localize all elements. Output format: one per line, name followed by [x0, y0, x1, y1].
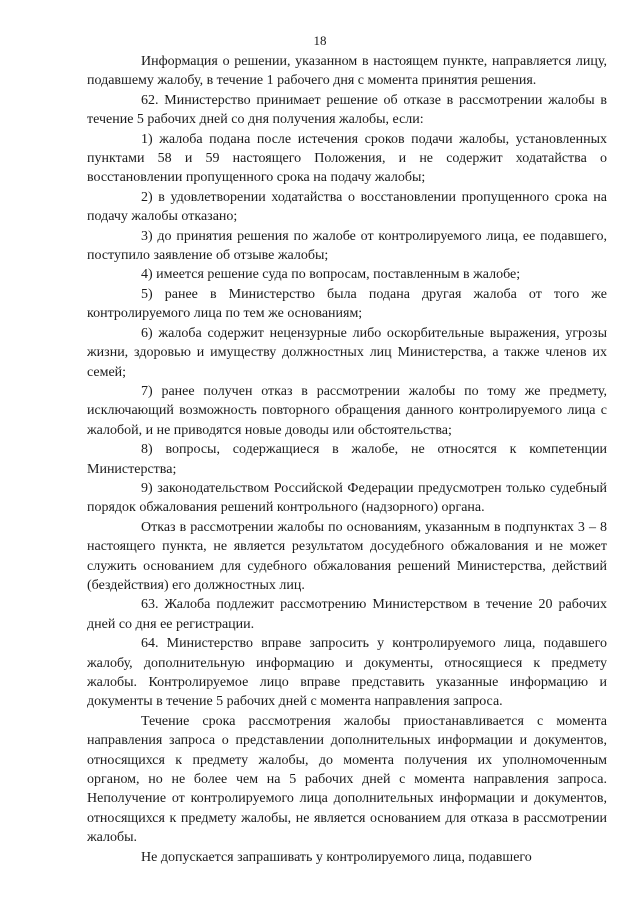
list-item-4: 4) имеется решение суда по вопросам, поставленным в жалобе; [141, 267, 521, 283]
paragraph-refusal-grounds: Отказ в рассмотрении жалобы по основаниям, указанным в подпунктах 3 – 8 настоящего пункта, не является результатом досудебного обжалования и не может служить основанием для судебного обжалования решений Министерства, действий (бездействия) его должностных лиц. [87, 519, 607, 593]
paragraph-decision-info: Информация о решении, указанном в настоящем пункте, направляется лицу, подавшему жалобу, в течение 1 рабочего дня с момента принятия решения. [87, 54, 607, 89]
list-item-1: 1) жалоба подана после истечения сроков подачи жалобы, установленных пунктами 58 и 59 настоящего Положения, и не содержит ходатайства о восстановлении пропущенного срока на подачу жалобы; [87, 131, 607, 186]
document-body [87, 52, 607, 867]
list-item-6: 6) жалоба содержит нецензурные либо оскорбительные выражения, угрозы жизни, здоровью и имуществу должностных лиц Министерства, а также членов их семей; [87, 325, 607, 380]
list-item-9: 9) законодательством Российской Федерации предусмотрен только судебный порядок обжалования решений контрольного (надзорного) органа. [87, 480, 607, 516]
list-item-8: 8) вопросы, содержащиеся в жалобе, не относятся к компетенции Министерства; [87, 442, 607, 477]
list-item-5: 5) ранее в Министерство была подана другая жалоба от того же контролируемого лица по тем же основаниям; [87, 286, 607, 322]
page-number: 18 [313, 33, 327, 48]
paragraph-prohibition: Не допускается запрашивать у контролируемого лица, подавшего [141, 849, 532, 865]
list-item-7: 7) ранее получен отказ в рассмотрении жалобы по тому же предмету, исключающий возможность повторного обращения данного контролируемого лица с жалобой, и не приводятся новые доводы или обстоятельства; [87, 383, 607, 438]
paragraph-64-request-info: 64. Министерство вправе запросить у контролируемого лица, подавшего жалобу, дополнительную информацию и документы, относящиеся к предмету жалобы. Контролируемое лицо вправе представить указанные информацию и документы в течение 5 рабочих дней с момента направления запроса. [87, 636, 607, 710]
paragraph-62-refusal: 62. Министерство принимает решение об отказе в рассмотрении жалобы в течение 5 рабочих дней со дня получения жалобы, если: [87, 92, 607, 128]
paragraph-suspension: Течение срока рассмотрения жалобы приостанавливается с момента направления запроса о представлении дополнительных информации и документов, относящихся к предмету жалобы, до момента получения их уполномоченным органом, но не более чем на 5 рабочих дней с момента направления запроса. Неполучение от контролируемого лица дополнительных информации и документов, относящихся к предмету жалобы, не является основанием для отказа в рассмотрении жалобы. [87, 713, 607, 846]
paragraph-63-review-period: 63. Жалоба подлежит рассмотрению Министерством в течение 20 рабочих дней со дня ее регистрации. [87, 597, 607, 632]
list-item-3: 3) до принятия решения по жалобе от контролируемого лица, ее подавшего, поступило заявление об отзыве жалобы; [87, 228, 607, 264]
list-item-2: 2) в удовлетворении ходатайства о восстановлении пропущенного срока на подачу жалобы отказано; [87, 189, 607, 225]
